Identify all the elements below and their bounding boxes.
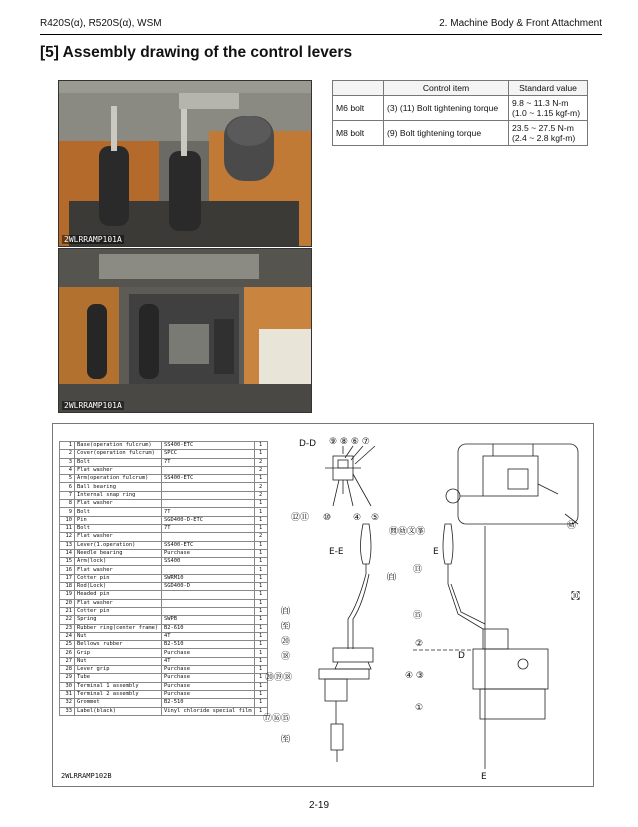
header-rule	[40, 34, 602, 35]
part-quantity: 1	[254, 699, 267, 707]
part-description: Bolt	[75, 458, 162, 466]
callout-15: ⑮	[413, 611, 423, 621]
part-material: 4T	[162, 632, 255, 640]
part-description: Cotter pin	[75, 574, 162, 582]
part-description: Terminal 2 assembly	[75, 690, 162, 698]
parts-row	[60, 574, 268, 582]
part-material: Purchase	[162, 674, 255, 682]
parts-row	[60, 524, 268, 532]
part-description: Bolt	[75, 524, 162, 532]
part-number: 15	[60, 558, 75, 566]
part-number: 23	[60, 624, 75, 632]
part-material	[162, 599, 255, 607]
part-number: 24	[60, 632, 75, 640]
parts-row	[60, 541, 268, 549]
part-material: SWRM10	[162, 574, 255, 582]
part-description: Grip	[75, 649, 162, 657]
part-quantity: 1	[254, 632, 267, 640]
part-description: Flat washer	[75, 466, 162, 474]
part-material	[162, 500, 255, 508]
part-quantity: 1	[254, 574, 267, 582]
parts-row	[60, 641, 268, 649]
part-quantity: 2	[254, 458, 267, 466]
part-quantity: 1	[254, 682, 267, 690]
parts-row	[60, 649, 268, 657]
tightening-torque-table	[332, 80, 588, 146]
part-number: 28	[60, 666, 75, 674]
part-quantity: 1	[254, 516, 267, 524]
label-e-bottom: E	[481, 772, 487, 782]
part-number: 33	[60, 707, 75, 715]
callout-4-3: ④ ③	[405, 671, 424, 681]
part-quantity: 1	[254, 475, 267, 483]
part-quantity: 1	[254, 442, 267, 450]
part-quantity: 1	[254, 450, 267, 458]
part-quantity: 1	[254, 558, 267, 566]
header-right: 2. Machine Body & Front Attachment	[439, 18, 602, 29]
part-quantity: 1	[254, 500, 267, 508]
parts-row	[60, 483, 268, 491]
part-description: Lever grip	[75, 666, 162, 674]
part-material: 7T	[162, 524, 255, 532]
parts-row	[60, 549, 268, 557]
part-material: SS400-ETC	[162, 442, 255, 450]
part-quantity: 1	[254, 541, 267, 549]
callout-10: ⑩	[323, 513, 332, 523]
part-number: 1	[60, 442, 75, 450]
part-number: 27	[60, 657, 75, 665]
part-material: SGD400-D	[162, 583, 255, 591]
part-material	[162, 533, 255, 541]
callout-26: ㉂	[387, 573, 397, 583]
callout-17-16-15: ⑰⑯⑮	[263, 714, 291, 724]
part-number: 17	[60, 574, 75, 582]
part-material	[162, 491, 255, 499]
part-material: SGD400-D-ETC	[162, 516, 255, 524]
parts-row	[60, 616, 268, 624]
photo-control-levers-2	[58, 248, 312, 413]
part-number: 2	[60, 450, 75, 458]
part-description: Rubber ring(center frame)	[75, 624, 162, 632]
part-number: 10	[60, 516, 75, 524]
parts-row	[60, 466, 268, 474]
parts-row	[60, 508, 268, 516]
part-material: SS400	[162, 558, 255, 566]
part-description: Flat washer	[75, 500, 162, 508]
parts-row	[60, 607, 268, 615]
parts-row	[60, 624, 268, 632]
parts-row	[60, 583, 268, 591]
assembly-drawing	[52, 423, 594, 787]
part-material: 7T	[162, 458, 255, 466]
callout-12-11: ⑫⑪	[291, 513, 310, 523]
part-material: SWPB	[162, 616, 255, 624]
part-quantity: 1	[254, 616, 267, 624]
part-quantity: 1	[254, 599, 267, 607]
callout-top-row: ⑨ ⑧ ⑥ ⑦	[329, 437, 370, 447]
photo-caption-1: 2WLRRAMP101A	[64, 235, 122, 244]
part-quantity: 1	[254, 674, 267, 682]
callout-5: ⑤	[371, 513, 380, 523]
callout-21: ⑳	[281, 637, 291, 647]
page-number: 2-19	[308, 800, 329, 811]
part-number: 5	[60, 475, 75, 483]
part-quantity: 1	[254, 624, 267, 632]
callout-32: ㉈	[571, 592, 581, 602]
part-material	[162, 607, 255, 615]
part-description: Arm(operation fulcrum)	[75, 475, 162, 483]
callout-13: ⑬	[413, 565, 423, 575]
parts-row	[60, 566, 268, 574]
parts-row	[60, 632, 268, 640]
spec-value-kgf: (2.4 ~ 2.8 kgf-m)	[512, 133, 576, 143]
callout-18: ⑱	[281, 652, 291, 662]
part-quantity: 1	[254, 641, 267, 649]
callout-28-31: ㉄㉅㉆㉇	[389, 527, 426, 537]
parts-row	[60, 450, 268, 458]
part-material	[162, 466, 255, 474]
part-material: Purchase	[162, 549, 255, 557]
spec-item: (3) (11) Bolt tightening torque	[384, 96, 509, 121]
section-title: [5] Assembly drawing of the control levers	[40, 44, 353, 61]
part-material	[162, 566, 255, 574]
part-description: Nut	[75, 657, 162, 665]
part-quantity: 1	[254, 508, 267, 516]
callout-22: ㉂	[281, 607, 291, 617]
parts-row	[60, 558, 268, 566]
part-description: Flat washer	[75, 599, 162, 607]
part-material: Vinyl chloride special film	[162, 707, 255, 715]
parts-row	[60, 500, 268, 508]
part-number: 20	[60, 599, 75, 607]
part-description: Terminal 1 assembly	[75, 682, 162, 690]
parts-row	[60, 458, 268, 466]
part-quantity: 1	[254, 583, 267, 591]
part-quantity: 1	[254, 707, 267, 715]
part-number: 11	[60, 524, 75, 532]
part-material: 7T	[162, 508, 255, 516]
part-number: 7	[60, 491, 75, 499]
part-quantity: 1	[254, 524, 267, 532]
part-description: Bolt	[75, 508, 162, 516]
part-material: SS400-ETC	[162, 541, 255, 549]
label-d: D	[458, 651, 465, 661]
part-description: Spring	[75, 616, 162, 624]
part-quantity: 2	[254, 491, 267, 499]
part-quantity: 1	[254, 666, 267, 674]
part-description: Headed pin	[75, 591, 162, 599]
spec-value	[509, 121, 588, 146]
part-material: Purchase	[162, 690, 255, 698]
spec-header-standard-value: Standard value	[509, 81, 588, 96]
part-quantity: 1	[254, 566, 267, 574]
parts-row	[60, 699, 268, 707]
parts-row	[60, 690, 268, 698]
part-description: Label(black)	[75, 707, 162, 715]
part-number: 29	[60, 674, 75, 682]
view-dd-label: D-D	[299, 439, 317, 449]
part-number: 22	[60, 616, 75, 624]
part-description: Flat washer	[75, 566, 162, 574]
part-quantity: 1	[254, 549, 267, 557]
part-material: Purchase	[162, 649, 255, 657]
spec-value	[509, 96, 588, 121]
part-material: SPCC	[162, 450, 255, 458]
part-number: 26	[60, 649, 75, 657]
parts-row	[60, 475, 268, 483]
parts-row	[60, 591, 268, 599]
spec-value-nm: 23.5 ~ 27.5 N-m	[512, 123, 574, 133]
part-quantity: 1	[254, 649, 267, 657]
view-ee-label: E-E	[329, 547, 344, 557]
part-number: 25	[60, 641, 75, 649]
part-description: Flat washer	[75, 533, 162, 541]
part-number: 16	[60, 566, 75, 574]
part-number: 18	[60, 583, 75, 591]
spec-bolt: M6 bolt	[333, 96, 384, 121]
callout-4: ④	[353, 513, 362, 523]
parts-row	[60, 442, 268, 450]
spec-row	[333, 96, 588, 121]
parts-row	[60, 516, 268, 524]
parts-row	[60, 533, 268, 541]
spec-value-kgf: (1.0 ~ 1.15 kgf-m)	[512, 108, 581, 118]
part-quantity: 2	[254, 483, 267, 491]
spec-row	[333, 121, 588, 146]
part-description: Pin	[75, 516, 162, 524]
part-number: 14	[60, 549, 75, 557]
part-number: 19	[60, 591, 75, 599]
part-number: 3	[60, 458, 75, 466]
photo-caption-2: 2WLRRAMP101A	[64, 401, 122, 410]
callout-27: ㉃	[281, 622, 291, 632]
parts-row	[60, 666, 268, 674]
part-material: Purchase	[162, 682, 255, 690]
part-material: B2-510	[162, 699, 255, 707]
part-number: 9	[60, 508, 75, 516]
parts-row	[60, 682, 268, 690]
part-description: Arm(lock)	[75, 558, 162, 566]
parts-row	[60, 491, 268, 499]
part-quantity: 2	[254, 533, 267, 541]
parts-row	[60, 674, 268, 682]
part-description: Ball bearing	[75, 483, 162, 491]
part-number: 4	[60, 466, 75, 474]
parts-row	[60, 599, 268, 607]
callout-20-19-18: ⑳⑲⑱	[265, 673, 293, 683]
part-quantity: 1	[254, 607, 267, 615]
part-number: 13	[60, 541, 75, 549]
photo-control-levers-1	[58, 80, 312, 247]
spec-item: (9) Bolt tightening torque	[384, 121, 509, 146]
part-material	[162, 483, 255, 491]
part-quantity: 1	[254, 591, 267, 599]
parts-row	[60, 657, 268, 665]
part-material: SS400-ETC	[162, 475, 255, 483]
callout-1: ①	[415, 703, 424, 713]
part-number: 31	[60, 690, 75, 698]
spec-header-blank	[333, 81, 384, 96]
part-number: 6	[60, 483, 75, 491]
part-number: 8	[60, 500, 75, 508]
part-description: Cotter pin	[75, 607, 162, 615]
parts-list-table	[59, 441, 268, 716]
part-description: Tube	[75, 674, 162, 682]
part-number: 21	[60, 607, 75, 615]
part-number: 12	[60, 533, 75, 541]
label-e-top: E	[433, 547, 439, 557]
drawing-caption: 2WLRRAMP102B	[61, 772, 112, 780]
part-description: Internal snap ring	[75, 491, 162, 499]
callout-33: ㉅	[567, 521, 577, 531]
part-description: Needle bearing	[75, 549, 162, 557]
part-material: B2-610	[162, 624, 255, 632]
spec-bolt: M8 bolt	[333, 121, 384, 146]
page-header	[40, 18, 602, 34]
part-description: Rod(Lock)	[75, 583, 162, 591]
part-description: Base(operation fulcrum)	[75, 442, 162, 450]
part-material	[162, 591, 255, 599]
header-left: R420S(α), R520S(α), WSM	[40, 18, 162, 29]
part-material: Purchase	[162, 666, 255, 674]
spec-header-control-item: Control item	[384, 81, 509, 96]
part-quantity: 1	[254, 657, 267, 665]
part-material: 4T	[162, 657, 255, 665]
part-number: 32	[60, 699, 75, 707]
spec-header-row	[333, 81, 588, 96]
part-description: Bellows rubber	[75, 641, 162, 649]
callout-2: ②	[415, 639, 424, 649]
part-number: 30	[60, 682, 75, 690]
part-material: B2-510	[162, 641, 255, 649]
part-description: Grommet	[75, 699, 162, 707]
part-quantity: 2	[254, 466, 267, 474]
part-description: Nut	[75, 632, 162, 640]
parts-row	[60, 707, 268, 715]
spec-value-nm: 9.8 ~ 11.3 N-m	[512, 98, 569, 108]
part-description: Cover(operation fulcrum)	[75, 450, 162, 458]
part-quantity: 1	[254, 690, 267, 698]
part-description: Lever(1.operation)	[75, 541, 162, 549]
callout-23: ㉃	[281, 735, 291, 745]
